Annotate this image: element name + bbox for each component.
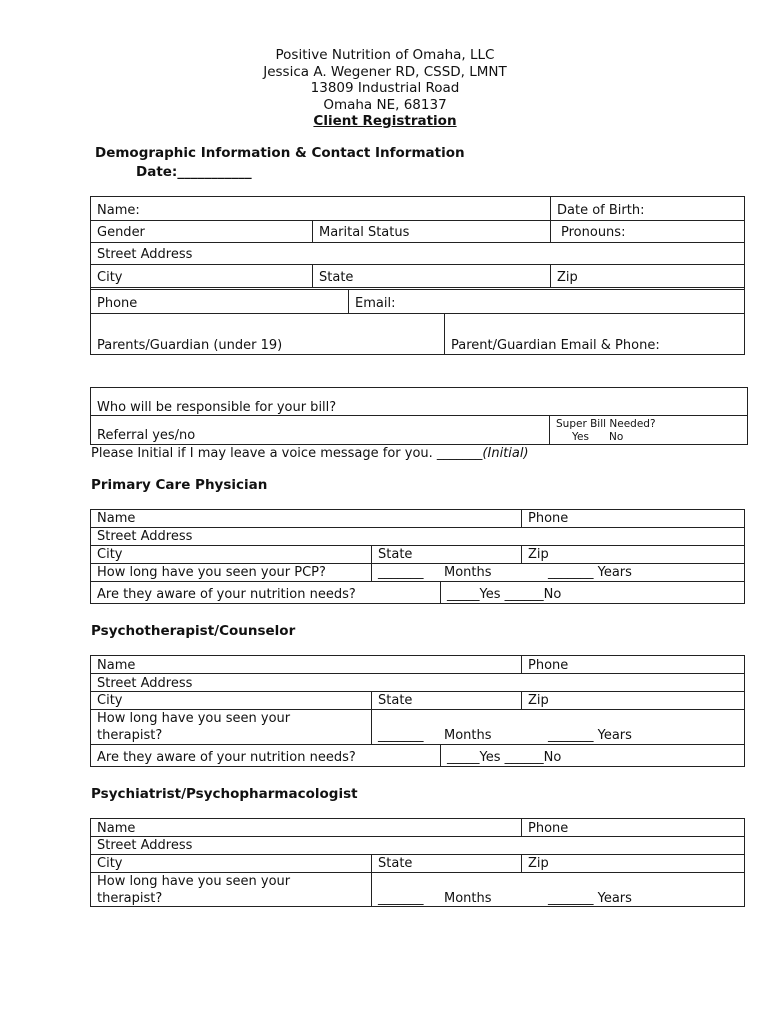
therapist-heading: Psychotherapist/Counselor xyxy=(91,623,296,639)
pcp-city-field[interactable]: City xyxy=(97,547,123,562)
org-city: Omaha NE, 68137 xyxy=(323,96,447,113)
therapist-street-field[interactable]: Street Address xyxy=(97,676,193,691)
therapist-months-field[interactable]: _______ xyxy=(378,728,424,743)
pcp-years-field[interactable]: _______ Years xyxy=(548,565,632,580)
therapist-name-field[interactable]: Name xyxy=(97,658,136,673)
provider-name: Jessica A. Wegener RD, CSSD, LMNT xyxy=(263,63,507,80)
psychiatrist-name-field[interactable]: Name xyxy=(97,821,136,836)
psychiatrist-months-label: Months xyxy=(444,891,492,906)
pcp-zip-field[interactable]: Zip xyxy=(528,547,549,562)
pcp-name-field[interactable]: Name xyxy=(97,511,136,526)
marital-status-field[interactable]: Marital Status xyxy=(319,225,410,240)
city-field[interactable]: City xyxy=(97,270,123,285)
therapist-duration-label-2: therapist? xyxy=(97,728,163,743)
therapist-months-label: Months xyxy=(444,728,492,743)
voice-initial-label: (Initial) xyxy=(482,446,529,461)
pcp-aware-label: Are they aware of your nutrition needs? xyxy=(97,587,356,602)
psychiatrist-duration-label-1: How long have you seen your xyxy=(97,874,291,889)
pcp-duration-label: How long have you seen your PCP? xyxy=(97,565,326,580)
psychiatrist-heading: Psychiatrist/Psychopharmacologist xyxy=(91,786,358,802)
therapist-state-field[interactable]: State xyxy=(378,693,413,708)
psychiatrist-duration-label-2: therapist? xyxy=(97,891,163,906)
phone-field[interactable]: Phone xyxy=(97,296,138,311)
date-field[interactable]: Date:___________ xyxy=(136,164,252,180)
psychiatrist-street-field[interactable]: Street Address xyxy=(97,838,193,853)
client-name-field[interactable]: Name: xyxy=(97,203,140,218)
pcp-state-field[interactable]: State xyxy=(378,547,413,562)
street-address-field[interactable]: Street Address xyxy=(97,247,193,262)
therapist-aware-label: Are they aware of your nutrition needs? xyxy=(97,750,356,765)
therapist-duration-label-1: How long have you seen your xyxy=(97,711,291,726)
pcp-phone-field[interactable]: Phone xyxy=(528,511,569,526)
therapist-zip-field[interactable]: Zip xyxy=(528,693,549,708)
therapist-aware-options[interactable]: _____Yes ______No xyxy=(447,750,562,765)
psychiatrist-zip-field[interactable]: Zip xyxy=(528,856,549,871)
referral-field[interactable]: Referral yes/no xyxy=(97,428,196,443)
org-name: Positive Nutrition of Omaha, LLC xyxy=(275,47,495,63)
psychiatrist-months-field[interactable]: _______ xyxy=(378,891,424,906)
psychiatrist-city-field[interactable]: City xyxy=(97,856,123,871)
pcp-months-label: Months xyxy=(444,565,492,580)
pcp-street-field[interactable]: Street Address xyxy=(97,529,193,544)
psychiatrist-state-field[interactable]: State xyxy=(378,856,413,871)
pcp-aware-options[interactable]: _____Yes ______No xyxy=(447,587,562,602)
therapist-years-field[interactable]: _______ Years xyxy=(548,728,632,743)
psychiatrist-phone-field[interactable]: Phone xyxy=(528,821,569,836)
gender-field[interactable]: Gender xyxy=(97,225,145,240)
org-street: 13809 Industrial Road xyxy=(310,80,460,96)
dob-field[interactable]: Date of Birth: xyxy=(557,203,645,218)
pcp-heading: Primary Care Physician xyxy=(91,477,268,493)
zip-field[interactable]: Zip xyxy=(557,270,578,285)
email-field[interactable]: Email: xyxy=(355,296,396,311)
letterhead xyxy=(0,47,770,130)
state-field[interactable]: State xyxy=(319,270,354,285)
responsible-party-field[interactable]: Who will be responsible for your bill? xyxy=(97,400,337,415)
guardian-field[interactable]: Parents/Guardian (under 19) xyxy=(97,338,283,353)
form-title: Client Registration xyxy=(313,113,457,129)
demographic-heading: Demographic Information & Contact Information xyxy=(95,145,465,161)
psychiatrist-years-field[interactable]: _______ Years xyxy=(548,891,632,906)
therapist-city-field[interactable]: City xyxy=(97,693,123,708)
pcp-months-field[interactable]: _______ xyxy=(378,565,424,580)
guardian-contact-field[interactable]: Parent/Guardian Email & Phone: xyxy=(451,338,660,353)
superbill-options[interactable]: Yes No xyxy=(572,431,624,443)
voice-message-consent[interactable] xyxy=(91,446,529,461)
therapist-phone-field[interactable]: Phone xyxy=(528,658,569,673)
pronouns-field[interactable]: Pronouns: xyxy=(561,225,626,240)
voice-message-text: Please Initial if I may leave a voice message for you. _______ xyxy=(91,446,483,461)
superbill-label: Super Bill Needed? xyxy=(556,418,656,430)
